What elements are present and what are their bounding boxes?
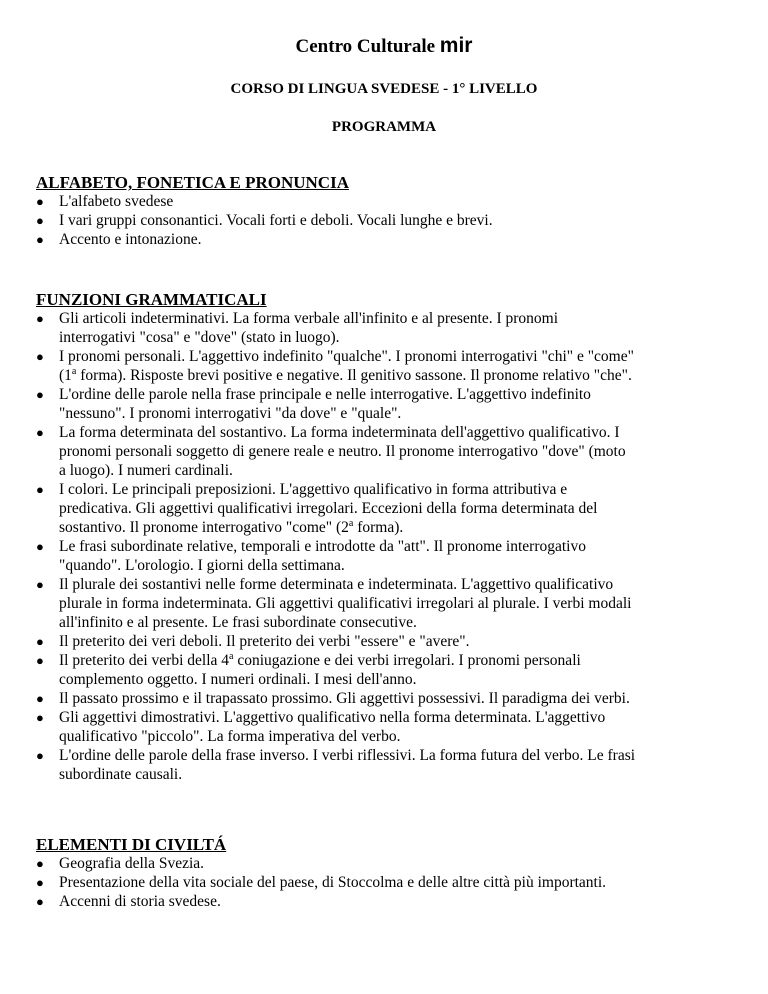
list-item [36, 385, 736, 423]
list-item [36, 537, 736, 575]
document-title [0, 34, 768, 58]
list-item-text: Presentazione della vita sociale del paese, di Stoccolma e delle altre città più importanti. [59, 874, 607, 891]
list-item [36, 746, 736, 784]
bullet-icon: ● [36, 710, 44, 725]
section-heading: ELEMENTI DI CIVILTÁ [36, 835, 227, 854]
list-item [36, 230, 736, 249]
list-item [36, 708, 736, 746]
section-funzioni-grammaticali [36, 290, 736, 784]
list-item-text: L'ordine delle parole della frase inverso. I verbi riflessivi. La forma futura del verbo. Le frasi subordinate causali. [59, 747, 636, 783]
list-item [36, 347, 736, 385]
program-title: PROGRAMMA [331, 119, 437, 135]
bullet-icon: ● [36, 482, 44, 497]
bullet-icon: ● [36, 539, 44, 554]
list-item-text: Il preterito dei veri deboli. Il preterito dei verbi "essere" e "avere". [59, 633, 470, 650]
brand-name: mir [439, 34, 473, 57]
bullet-icon: ● [36, 425, 44, 440]
list-item [36, 854, 736, 873]
list-item-text: L'ordine delle parole nella frase principale e nelle interrogative. L'aggettivo indefinito "nessuno". I pronomi interrogativi "da dove" e "quale". [59, 386, 591, 422]
bullet-icon: ● [36, 691, 44, 706]
bullet-icon: ● [36, 856, 44, 871]
bullet-list [36, 309, 736, 784]
list-item [36, 632, 736, 651]
bullet-list [36, 192, 736, 249]
bullet-list [36, 854, 736, 911]
bullet-icon: ● [36, 232, 44, 247]
bullet-icon: ● [36, 875, 44, 890]
list-item [36, 480, 736, 537]
list-item [36, 309, 736, 347]
course-title: CORSO DI LINGUA SVEDESE - 1° LIVELLO [230, 81, 538, 97]
bullet-icon: ● [36, 387, 44, 402]
list-item-text: Accenni di storia svedese. [59, 893, 221, 910]
bullet-icon: ● [36, 748, 44, 763]
bullet-icon: ● [36, 213, 44, 228]
list-item-text: Il passato prossimo e il trapassato prossimo. Gli aggettivi possessivi. Il paradigma dei verbi. [59, 690, 630, 707]
section-elementi-di-civilta [36, 835, 736, 911]
bullet-icon: ● [36, 194, 44, 209]
list-item-text: Gli articoli indeterminativi. La forma verbale all'infinito e al presente. I pronomi interrogativi "cosa" e "dove" (stato in luogo). [59, 310, 559, 346]
list-item-text: La forma determinata del sostantivo. La forma indeterminata dell'aggettivo qualificativo. I pronomi personali soggetto di genere reale e neutro. Il pronome interrogativo "dove" (moto a luogo). I numeri cardinali. [59, 424, 626, 479]
list-item-text: Il plurale dei sostantivi nelle forme determinata e indeterminata. L'aggettivo qualificativo plurale in forma indeterminata. Gli aggettivi qualificativi irregolari al plurale. I verbi modali all'infinito e al presente. Le frasi subordinate consecutive. [59, 576, 632, 631]
bullet-icon: ● [36, 577, 44, 592]
list-item [36, 211, 736, 230]
list-item-text: I pronomi personali. L'aggettivo indefinito "qualche". I pronomi interrogativi "chi" e "come" (1$^a$ forma). Risposte brevi positive e negative. Il genitivo sassone. Il pronome relativo "che". [59, 348, 634, 384]
list-item-text: I colori. Le principali preposizioni. L'aggettivo qualificativo in forma attributiva e predicativa. Gli aggettivi qualificativi irregolari. Eccezioni della forma determinata del sostantivo. Il pronome interrogativo "come" (2$^a$ forma). [59, 481, 598, 536]
list-item [36, 575, 736, 632]
bullet-icon: ● [36, 634, 44, 649]
list-item [36, 892, 736, 911]
title-prefix: Centro Culturale [295, 36, 440, 57]
list-item [36, 192, 736, 211]
section-alfabeto [36, 173, 736, 249]
list-item [36, 689, 736, 708]
section-heading: FUNZIONI GRAMMATICALI [36, 290, 267, 309]
bullet-icon: ● [36, 311, 44, 326]
list-item [36, 423, 736, 480]
bullet-icon: ● [36, 349, 44, 364]
list-item-text: Accento e intonazione. [59, 231, 202, 248]
list-item [36, 651, 736, 689]
list-item-text: Geografia della Svezia. [59, 855, 205, 872]
list-item-text: L'alfabeto svedese [59, 193, 174, 210]
list-item-text: Gli aggettivi dimostrativi. L'aggettivo qualificativo nella forma determinata. L'aggettivo qualificativo "piccolo". La forma imperativa del verbo. [59, 709, 606, 745]
bullet-icon: ● [36, 653, 44, 668]
list-item-text: Le frasi subordinate relative, temporali e introdotte da "att". Il pronome interrogativo "quando". L'orologio. I giorni della settimana. [59, 538, 586, 574]
section-heading: ALFABETO, FONETICA E PRONUNCIA [36, 173, 349, 192]
bullet-icon: ● [36, 894, 44, 909]
list-item-text: I vari gruppi consonantici. Vocali forti e deboli. Vocali lunghe e brevi. [59, 212, 493, 229]
list-item [36, 873, 736, 892]
list-item-text: Il preterito dei verbi della 4$^a$ coniugazione e dei verbi irregolari. I pronomi personali complemento oggetto. I numeri ordinali. I mesi dell'anno. [59, 650, 581, 688]
